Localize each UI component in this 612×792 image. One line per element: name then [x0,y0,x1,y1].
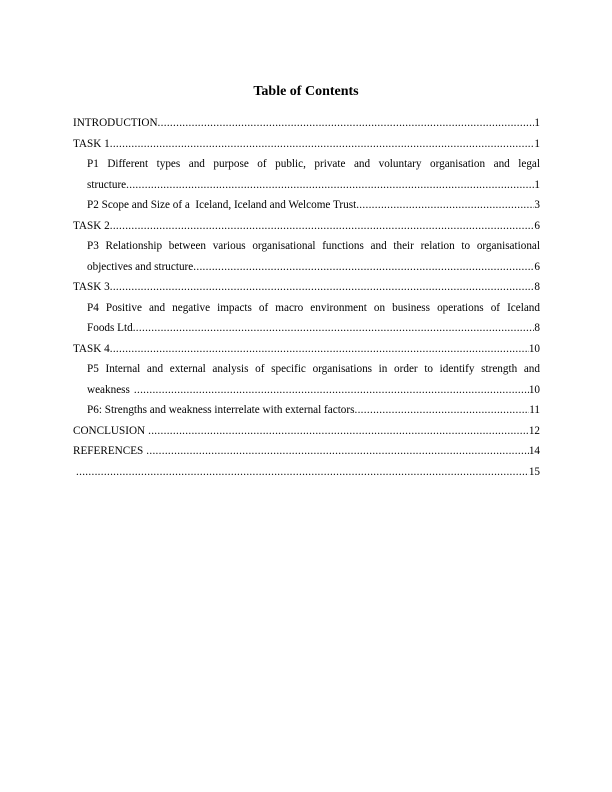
toc-entry-label: TASK 4 [73,342,110,355]
toc-leader-dots [145,421,529,442]
toc-entry-page: 10 [528,383,540,396]
toc-entry-label-line1: P5 Internal and external analysis of specific organisations in order to identify strength and [87,363,540,375]
toc-leader-dots [110,277,535,298]
toc-entry-page: 14 [528,445,540,457]
toc-entry-label-line2: objectives and structure [87,260,194,273]
toc-entry-label: INTRODUCTION [73,117,158,129]
toc-entry-p3[interactable] [73,236,540,277]
toc-entry-label: P6: Strengths and weakness interrelate with external factors [87,404,355,416]
toc-entry-conclusion[interactable] [73,421,540,442]
toc-entry-page: 1 [534,178,540,191]
toc-entry-label-line2: structure [87,178,127,191]
toc-entry-label: TASK 3 [73,281,110,293]
toc-entry-label-line2: Foods Ltd [87,322,133,334]
toc-entry-label: CONCLUSION [73,424,146,437]
toc-entry-label: P2 Scope and Size of a Iceland, Iceland and Welcome Trust [87,199,357,211]
toc-leader-dots [110,216,535,237]
toc-entry-p2[interactable] [73,195,540,216]
toc-entry-references[interactable] [73,441,540,462]
toc-entry-label-line2: weakness [87,383,130,396]
toc-leader-dots [73,462,529,483]
toc-entry-task-3[interactable] [73,277,540,298]
toc-entry-task-2[interactable] [73,216,540,237]
toc-entry-page: 8 [534,281,540,293]
toc-entry-label: TASK 2 [73,219,110,232]
toc-leader-dots [130,380,529,401]
toc-entry-label: REFERENCES [73,445,144,457]
toc-leader-dots [110,339,529,360]
toc-entry-p1[interactable] [73,154,540,195]
toc-entry-task-1[interactable] [73,134,540,155]
toc-entry-p5[interactable] [73,359,540,400]
toc-entry-p6[interactable] [73,400,540,421]
toc-entry-page: 12 [528,424,540,437]
toc-entry-page: 1 [534,117,540,129]
toc-entry-label-line1: P4 Positive and negative impacts of macro environment on business operations of Iceland [87,301,540,314]
toc-entry-page: 3 [534,199,540,211]
toc-leader-dots [110,134,535,155]
toc-entry-page: 8 [534,322,540,334]
toc-entry-page: 6 [534,219,540,232]
toc-entry-page: 11 [529,404,540,416]
toc-entry-label-line1: P1 Different types and purpose of public, private and voluntary organisation and legal [87,158,540,170]
toc-entry-p4[interactable] [73,298,540,339]
toc-leader-dots [143,441,529,462]
toc-entry-page: 1 [534,137,540,150]
toc-entry-page: 6 [534,260,540,273]
toc-entry-label-line1: P3 Relationship between various organisational functions and their relation to organisational [87,240,540,252]
toc-entry-page: 10 [528,342,540,355]
toc-leader-dots [126,175,534,196]
toc-entry-introduction[interactable] [73,113,540,134]
toc-leader-dots [356,195,534,216]
toc-leader-dots [158,113,535,134]
toc-entry-unlabeled[interactable] [73,462,540,483]
table-of-contents [73,113,540,482]
toc-leader-dots [354,400,529,421]
toc-leader-dots [193,257,534,278]
toc-entry-task-4[interactable] [73,339,540,360]
toc-entry-page: 15 [528,465,540,478]
toc-entry-label: TASK 1 [73,137,110,150]
toc-title: Table of Contents [253,84,359,99]
toc-leader-dots [133,318,535,339]
